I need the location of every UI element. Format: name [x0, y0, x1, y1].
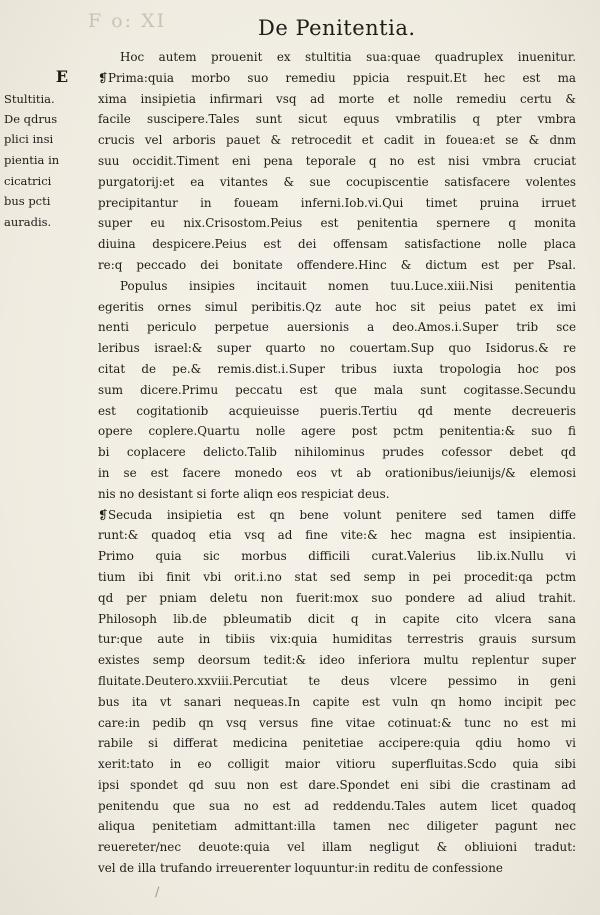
text-line: Hoc autem prouenit ex stultitia sua:quae quadruplex inuenitur.	[120, 50, 576, 64]
text-line: tur:que aute in tibiis vix:quia humiditas terrestris grauis sursum	[98, 632, 576, 647]
text-line: egeritis ornes simul peribitis.Qz aute hoc sit peius patet ex imi	[98, 299, 576, 314]
text-line: ❡Prima:quia morbo suo remediu ppicia respuit.Et hec est ma	[98, 70, 576, 85]
text-line: tium ibi finit vbi orit.i.no stat sed semp in pei procedit:qa pctm	[98, 569, 576, 584]
text-line: existes semp deorsum tedit:& ideo inferiora multu replentur super	[98, 653, 576, 668]
text-line: reuereter/nec deuote:quia vel illam negligut & obliuioni tradut:	[98, 840, 576, 855]
text-line: xerit:tato in eo colligit maior vitioru superfluitas.Scdo quia sibi	[98, 757, 576, 772]
text-line: ipsi spondet qd suu non est dare.Spondet eni sibi die crastinam ad	[98, 777, 576, 792]
text-line: est cogitationib acquieuisse pueris.Tertiu qd mente decreueris	[98, 403, 576, 418]
text-line: diuina despicere.Peius est dei offensam satisfactione nolle placa	[98, 237, 576, 252]
text-line: suu occidit.Timent eni pena teporale q no est nisi vmbra cruciat	[98, 153, 576, 168]
text-line: nis no desistant si forte aliqn eos respiciat deus.	[98, 486, 390, 501]
margin-note: auradis.	[4, 215, 52, 229]
margin-note: De qdrus	[4, 112, 58, 126]
margin-note: Stultitia.	[4, 92, 55, 106]
text-line: sum dicere.Primu peccatu est que mala sunt cogitasse.Secundu	[98, 382, 576, 397]
margin-note: pientia in	[4, 153, 60, 167]
bottom-mark: /	[155, 885, 160, 900]
text-line: vel de illa trufando irreuerenter loquuntur:in reditu de confessione	[98, 861, 503, 876]
margin-note: plici insi	[4, 132, 54, 146]
text-line: qd per pniam deletu non fuerit:mox suo pondere ad aliud trahit.	[98, 590, 576, 605]
text-line: nenti periculo perpetue auersionis a deo.Amos.i.Super trib sce	[98, 320, 576, 335]
text-line: fluitate.Deutero.xxviii.Percutiat te deus vlcere pessimo in geni	[98, 673, 576, 688]
margin-note: bus pcti	[4, 194, 51, 208]
text-line: aliqua penitetiam admittant:illa tamen nec diligeter pagunt nec	[98, 819, 576, 834]
text-line: rabile si differat medicina penitetiae accipere:quia qdiu homo vi	[98, 736, 576, 751]
text-line: citat de pe.& remis.dist.i.Super tribus iuxta tropologia hoc pos	[98, 361, 576, 376]
text-line: precipitantur in foueam inferni.Iob.vi.Qui timet pruina irruet	[98, 195, 576, 210]
text-line: crucis vel arboris pauet & retrocedit et cadit in fouea:et se & dnm	[98, 133, 576, 148]
body-text	[98, 47, 576, 879]
text-line: super eu nix.Crisostom.Peius est penitentia spernere q monita	[98, 216, 576, 231]
text-line: ❡Secuda insipietia est qn bene volunt penitere sed tamen diffe	[98, 507, 576, 522]
text-line: Philosoph lib.de pbleumatib dicit q in capite cito vlcera sana	[98, 611, 576, 626]
text-line: leribus israel:& super quarto no couertam.Sup quo Isidorus.& re	[98, 341, 576, 356]
folio-number: F o: XI	[88, 10, 167, 32]
text-line: in se est facere monedo eos vt ab orationibus/ieiunijs/& elemosi	[98, 465, 576, 480]
text-line: bi coplacere delicto.Talib nihilominus prudes cofessor debet qd	[98, 445, 576, 460]
text-line: runt:& quadoq etia vsq ad fine vite:& hec magna est insipientia.	[98, 528, 576, 543]
page-title: De Penitentia.	[258, 16, 416, 40]
text-line: care:in pedib qn vsq versus fine vitae cotinuat:& tunc no est mi	[98, 715, 576, 730]
text-line: opere coplere.Quartu nolle agere post pctm penitentia:& suo fi	[98, 424, 576, 439]
text-line: penitendu que sua no est ad reddendu.Tales autem licet quadoq	[98, 798, 576, 813]
text-line: Primo quia sic morbus difficili curat.Valerius lib.ix.Nullu vi	[98, 549, 576, 564]
text-line: re:q peccado dei bonitate offendere.Hinc & dictum est per Psal.	[98, 257, 576, 272]
text-line: bus ita vt sanari nequeas.In capite est vuln qn homo incipit pec	[98, 694, 576, 709]
text-line: xima insipietia infirmari vsq ad morte et nolle remediu certu &	[98, 91, 576, 106]
text-line: purgatorij:et ea vitantes & sue cocupiscentie satisfacere volentes	[98, 174, 576, 189]
text-line: Populus insipies incitauit nomen tuu.Luce.xiii.Nisi penitentia	[120, 278, 576, 293]
margin-note: cicatrici	[4, 174, 52, 188]
text-line: facile suscipere.Tales sunt sicut equus vmbratilis q pter vmbra	[98, 112, 576, 127]
margin-note: E	[55, 67, 69, 86]
